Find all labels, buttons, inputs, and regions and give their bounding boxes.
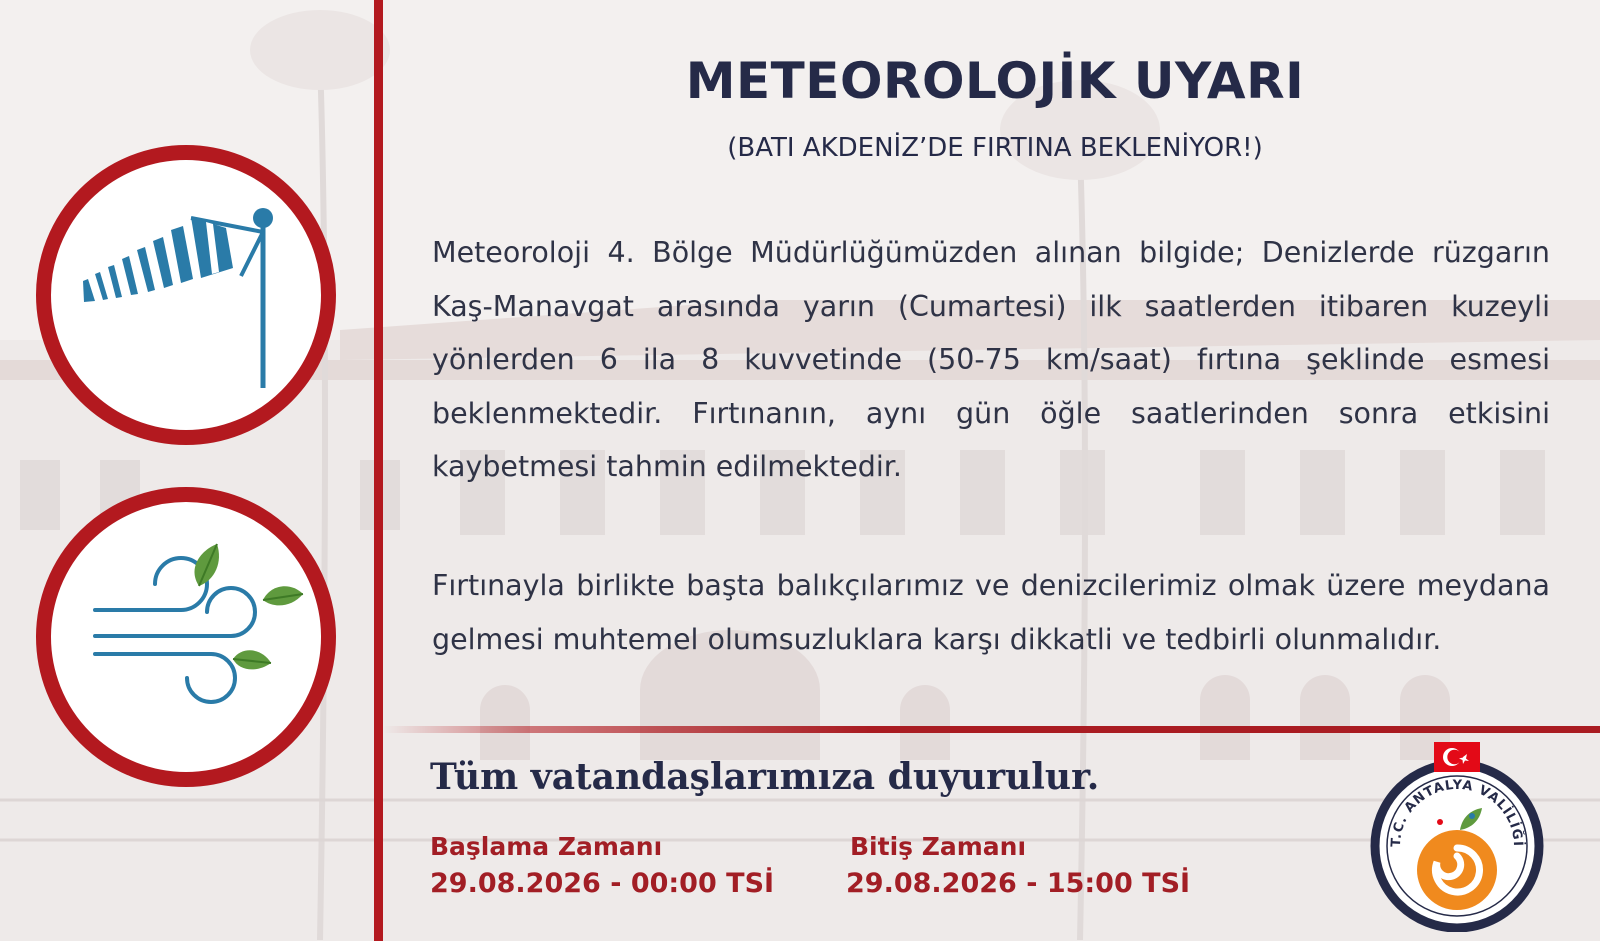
page-subtitle: (BATI AKDENİZ’DE FIRTINA BEKLENİYOR!) bbox=[727, 133, 1263, 163]
end-time-label: Bitiş Zamanı bbox=[850, 832, 1027, 861]
start-time-label: Başlama Zamanı bbox=[430, 832, 663, 861]
body-paragraph-1: Meteoroloji 4. Bölge Müdürlüğümüzden alınan bilgide; Denizlerde rüzgarın Kaş-Manavgat arasında yarın (Cumartesi) ilk saatlerden itibaren kuzeyli yönlerden 6 ila 8 kuvvetinde (50-75 km/saat) fırtına şeklinde esmesi beklenmektedir. Fırtınanın, aynı gün öğle saatlerinden sonra etkisini kaybetmesi tahmin edilmektedir. bbox=[432, 236, 1550, 483]
windsock-badge bbox=[36, 145, 336, 445]
emblem-text: T.C. ANTALYA VALİLİĞİ bbox=[1388, 777, 1526, 848]
turkish-flag-icon bbox=[1434, 742, 1480, 772]
windsock-icon bbox=[51, 160, 321, 430]
end-time-value: 29.08.2026 - 15:00 TSİ bbox=[846, 868, 1191, 899]
announcement-text: Tüm vatandaşlarımıza duyurulur. bbox=[430, 756, 1100, 798]
body-paragraph-2: Fırtınayla birlikte başta balıkçılarımız ve denizcilerimiz olmak üzere meydana gelmesi muhtemel olumsuzluklara karşı dikkatli ve tedbirli olunmalıdır. bbox=[432, 569, 1550, 656]
start-time-value: 29.08.2026 - 00:00 TSİ bbox=[430, 868, 775, 899]
wind-leaves-badge bbox=[36, 487, 336, 787]
horizontal-divider bbox=[383, 726, 1600, 733]
page-title: METEOROLOJİK UYARI bbox=[685, 52, 1305, 110]
antalya-governorship-emblem bbox=[1362, 742, 1552, 932]
wind-leaves-icon bbox=[51, 502, 321, 772]
vertical-accent-bar bbox=[374, 0, 383, 941]
